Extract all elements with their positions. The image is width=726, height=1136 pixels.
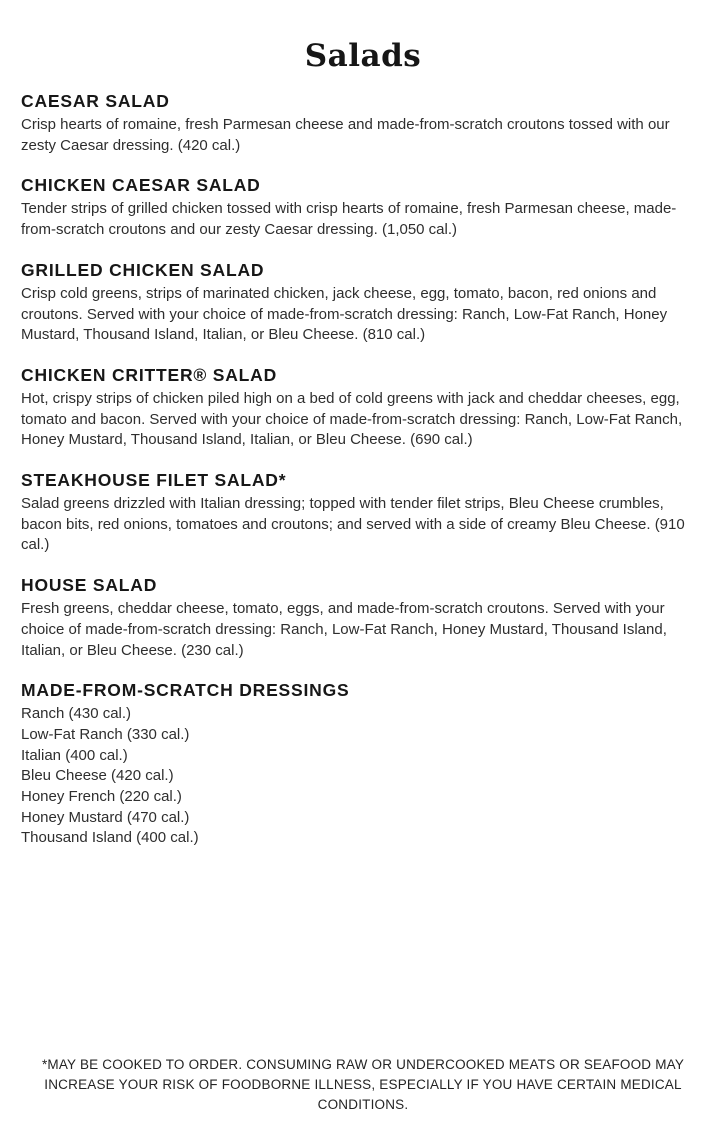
menu-item-description: Hot, crispy strips of chicken piled high on a bed of cold greens with jack and cheddar cheeses, egg, tomato and bacon. Served with your choice of made-from-scratch dressing: Ranch, Low-Fat Ranch, Honey Mustard, Thousand Island, Italian, or Bleu Cheese. (690 cal.)	[21, 389, 683, 449]
menu-item-description: Tender strips of grilled chicken tossed with crisp hearts of romaine, fresh Parmesan cheese, made-from-scratch croutons and our zesty Caesar dressing. (1,050 cal.)	[21, 200, 677, 239]
menu-item-name: CAESAR SALAD	[21, 91, 170, 111]
dressings-heading: MADE-FROM-SCRATCH DRESSINGS	[21, 680, 350, 701]
menu-item-chicken-critter-salad	[21, 364, 704, 451]
dressing-item: Bleu Cheese (420 cal.)	[21, 767, 174, 785]
dressing-item: Low-Fat Ranch (330 cal.)	[21, 725, 190, 743]
dressing-item: Honey French (220 cal.)	[21, 788, 182, 806]
footer-disclaimer: *MAY BE COOKED TO ORDER. CONSUMING RAW OR UNDERCOOKED MEATS OR SEAFOOD MAY INCREASE YOUR RISK OF FOODBORNE ILLNESS, ESPECIALLY IF YOU HAVE CERTAIN MEDICAL CONDITIONS.	[41, 1057, 685, 1112]
menu-item-grilled-chicken-salad	[21, 259, 704, 346]
dressing-item: Italian (400 cal.)	[21, 746, 128, 764]
menu-item-caesar-salad	[21, 90, 704, 156]
dressing-item: Thousand Island (400 cal.)	[21, 829, 199, 847]
menu-item-description: Fresh greens, cheddar cheese, tomato, eggs, and made-from-scratch croutons. Served with your choice of made-from-scratch dressing: Ranch, Low-Fat Ranch, Honey Mustard, Thousand Island, Italian, or Bleu Cheese. (230 cal.)	[21, 600, 667, 659]
menu-item-name: STEAKHOUSE FILET SALAD*	[21, 470, 287, 491]
menu-item-description: Crisp cold greens, strips of marinated chicken, jack cheese, egg, tomato, bacon, red onions and croutons. Served with your choice of made-from-scratch dressing: Ranch, Low-Fat Ranch, Honey Mustard, Thousand Island, Italian, or Bleu Cheese. (810 cal.)	[21, 284, 668, 344]
dressing-item: Ranch (430 cal.)	[21, 705, 132, 723]
menu-item-description: Salad greens drizzled with Italian dressing; topped with tender filet strips, Bleu Cheese crumbles, bacon bits, red onions, tomatoes and croutons; and served with a side of creamy Bleu Cheese. (910 cal.)	[21, 495, 685, 554]
page-title: Salads	[304, 38, 422, 74]
menu-item-name: CHICKEN CRITTER® SALAD	[21, 364, 278, 385]
menu-item-description: Crisp hearts of romaine, fresh Parmesan cheese and made-from-scratch croutons tossed with our zesty Caesar dressing. (420 cal.)	[21, 116, 670, 154]
dressing-item: Honey Mustard (470 cal.)	[21, 808, 190, 826]
menu-item-steakhouse-filet-salad	[21, 469, 704, 556]
menu-item-name: CHICKEN CAESAR SALAD	[21, 175, 261, 196]
menu-item-house-salad	[21, 574, 704, 661]
menu-content	[0, 74, 726, 849]
dressings-section	[21, 679, 704, 849]
menu-item-chicken-caesar-salad	[21, 174, 704, 240]
menu-item-name: GRILLED CHICKEN SALAD	[21, 259, 265, 280]
menu-item-name: HOUSE SALAD	[21, 575, 158, 596]
